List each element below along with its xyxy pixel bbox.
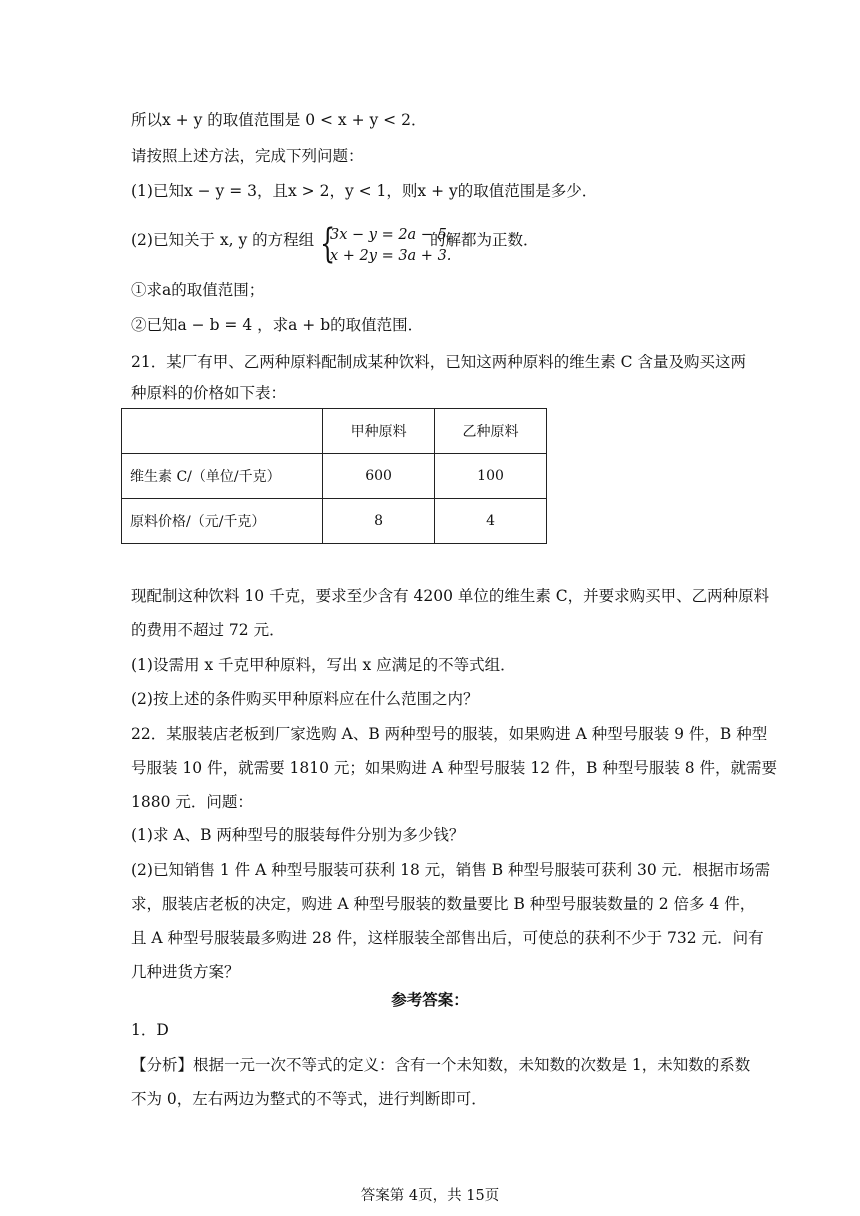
table-cell: 甲种原料 xyxy=(323,409,435,454)
equation-1: 3x − y = 2a − 5, xyxy=(330,227,452,243)
question-part: (1)求 A、B 两种型号的服装每件分别为多少钱？ xyxy=(131,826,465,844)
analysis-text: 不为 0，左右两边为整式的不等式，进行判断即可． xyxy=(131,1090,487,1108)
question-part: (2)按上述的条件购买甲种原料应在什么范围之内？ xyxy=(131,690,479,708)
question-part: (2)已知销售 1 件 A 种型号服装可获利 18 元，销售 B 种型号服装可获利 30 元．根据市场需 xyxy=(131,861,771,879)
text-line: 的费用不超过 72 元． xyxy=(131,621,285,639)
question-part: (1)设需用 x 千克甲种原料，写出 x 应满足的不等式组． xyxy=(131,656,516,674)
analysis-text: 【分析】根据一元一次不等式的定义：含有一个未知数，未知数的次数是 1，未知数的系数 xyxy=(131,1056,751,1074)
question-text: (2)已知关于 x, y 的方程组 xyxy=(131,231,315,249)
text-line: 所以x + y 的取值范围是 0 < x + y < 2． xyxy=(131,111,427,129)
materials-table xyxy=(121,408,547,544)
table-header-row xyxy=(122,409,547,454)
table-cell: 8 xyxy=(323,499,435,544)
question-text: 的解都为正数． xyxy=(430,231,539,249)
answer-item: 1．D xyxy=(131,1021,169,1039)
text-line: 几种进货方案？ xyxy=(131,963,240,981)
equation-system xyxy=(320,221,452,267)
page-footer: 答案第 4页，共 15页 xyxy=(360,1188,500,1204)
answers-heading: 参考答案： xyxy=(391,990,469,1009)
text-line: 请按照上述方法，完成下列问题： xyxy=(131,147,364,165)
table-cell: 4 xyxy=(435,499,547,544)
table-cell: 100 xyxy=(435,454,547,499)
table-cell: 600 xyxy=(323,454,435,499)
text-line: 号服装 10 件，就需要 1810 元；如果购进 A 种型号服装 12 件，B 种型号服装 8 件，就需要 xyxy=(131,759,778,777)
text-line: 且 A 种型号服装最多购进 28 件，这样服装全部售出后，可使总的获利不少于 732 元．问有 xyxy=(131,929,764,947)
table-cell: 原料价格/（元/千克） xyxy=(122,499,323,544)
table-row xyxy=(122,454,547,499)
text-line: 种原料的价格如下表： xyxy=(131,384,287,402)
brace-symbol: { xyxy=(320,221,336,267)
text-line: 求，服装店老板的决定，购进 A 种型号服装的数量要比 B 种型号服装数量的 2 倍多 4 件， xyxy=(131,895,756,913)
table-row xyxy=(122,499,547,544)
text-line: 1880 元．问题： xyxy=(131,793,253,811)
table-cell: 维生素 C/（单位/千克） xyxy=(122,454,323,499)
question-22: 22．某服装店老板到厂家选购 A、B 两种型号的服装，如果购进 A 种型号服装 9 件，B 种型 xyxy=(131,725,768,743)
text-line: 现配制这种饮料 10 千克，要求至少含有 4200 单位的维生素 C，并要求购买甲、乙两种原料 xyxy=(131,587,770,605)
sub-question: ①求a的取值范围； xyxy=(131,281,265,299)
table-cell xyxy=(122,409,323,454)
equation-2: x + 2y = 3a + 3. xyxy=(330,248,452,264)
table-cell: 乙种原料 xyxy=(435,409,547,454)
question-21: 21．某厂有甲、乙两种原料配制成某种饮料，已知这两种原料的维生素 C 含量及购买这两 xyxy=(131,353,746,371)
question-part: (1)已知x − y = 3，且x > 2，y < 1，则x + y的取值范围是多少． xyxy=(131,182,598,200)
sub-question: ②已知a − b = 4 ，求a + b的取值范围． xyxy=(131,316,424,334)
